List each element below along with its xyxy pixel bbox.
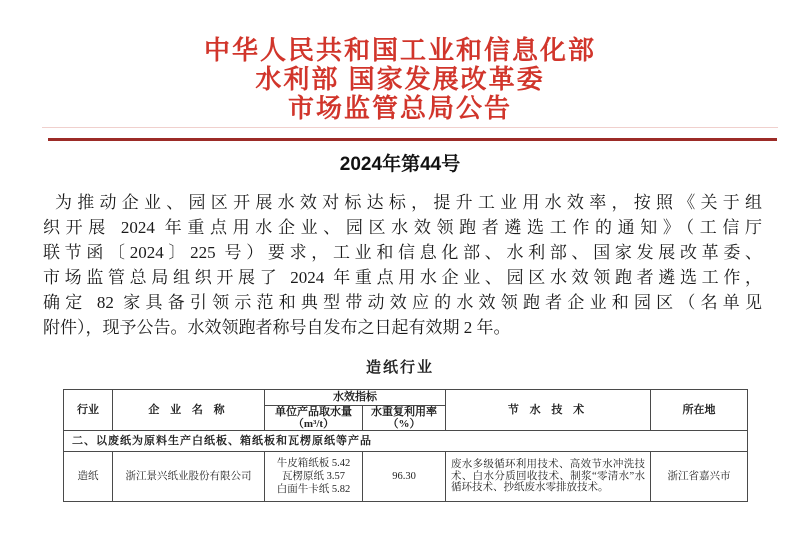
water-efficiency-table [63, 389, 748, 502]
body-line: 市场监管总局组织开展了 2024 年重点用水企业、园区水效领跑者遴选工作， [43, 268, 762, 287]
section-title-paper-industry: 造纸行业 [365, 360, 434, 376]
col-header-company: 企 业 名 称 [113, 390, 265, 431]
intake-value-line: 白面牛卡纸 5.82 [276, 484, 351, 495]
col-header-unit-intake [265, 406, 363, 431]
table-row [64, 452, 748, 502]
cell-reuse-rate: 96.30 [363, 452, 446, 502]
col-header-water-efficiency-group: 水效指标 [265, 390, 446, 406]
cell-water-saving-tech: 废水多级循环利用技术、高效节水冲洗技术、白水分质回收技术、制浆“零清水”水循环技术、抄纸废水零排放技术。 [446, 452, 651, 502]
reuse-rate-label: 水重复利用率 [371, 406, 437, 418]
table-category-row [64, 431, 748, 452]
body-line: 联节函〔2024〕225 号）要求，工业和信息化部、水利部、国家发展改革委、 [43, 243, 762, 262]
body-line: 确定 82 家具备引领示范和典型带动效应的水效领跑者企业和园区（名单见 [43, 293, 762, 312]
col-header-location: 所在地 [651, 390, 748, 431]
title-line-1: 中华人民共和国工业和信息化部 [203, 35, 596, 65]
reuse-rate-unit: （%） [387, 418, 421, 430]
intake-value-line: 瓦楞原纸 3.57 [282, 471, 345, 482]
cell-unit-intake [265, 452, 363, 502]
category-label: 二、以废纸为原料生产白纸板、箱纸板和瓦楞原纸等产品 [64, 431, 748, 452]
cell-company: 浙江景兴纸业股份有限公司 [113, 452, 265, 502]
body-line: 为推动企业、园区开展水效对标达标，提升工业用水效率，按照《关于组 [55, 193, 762, 212]
cell-location: 浙江省嘉兴市 [651, 452, 748, 502]
title-line-2: 水利部 国家发展改革委 [255, 64, 545, 94]
unit-intake-label: 单位产品取水量 [275, 406, 352, 418]
announcement-body [43, 190, 762, 340]
unit-intake-unit: （m³/t） [292, 418, 335, 430]
col-header-industry: 行业 [64, 390, 113, 431]
body-line: 附件），现予公告。水效领跑者称号自发布之日起有效期 2 年。 [43, 318, 511, 337]
col-header-reuse-rate [363, 406, 446, 431]
document-number: 2024年第44号 [339, 154, 461, 175]
red-divider-line [48, 138, 777, 141]
title-line-3: 市场监管总局公告 [287, 93, 512, 123]
body-line: 织开展 2024 年重点用水企业、园区水效领跑者遴选工作的通知》（工信厅 [43, 218, 762, 237]
document-title [0, 36, 800, 123]
cell-industry: 造纸 [64, 452, 113, 502]
table-header-row-1 [64, 390, 748, 406]
intake-value-line: 牛皮箱纸板 5.42 [276, 458, 351, 469]
faint-divider-line [42, 127, 778, 128]
col-header-water-saving-tech: 节 水 技 术 [446, 390, 651, 431]
